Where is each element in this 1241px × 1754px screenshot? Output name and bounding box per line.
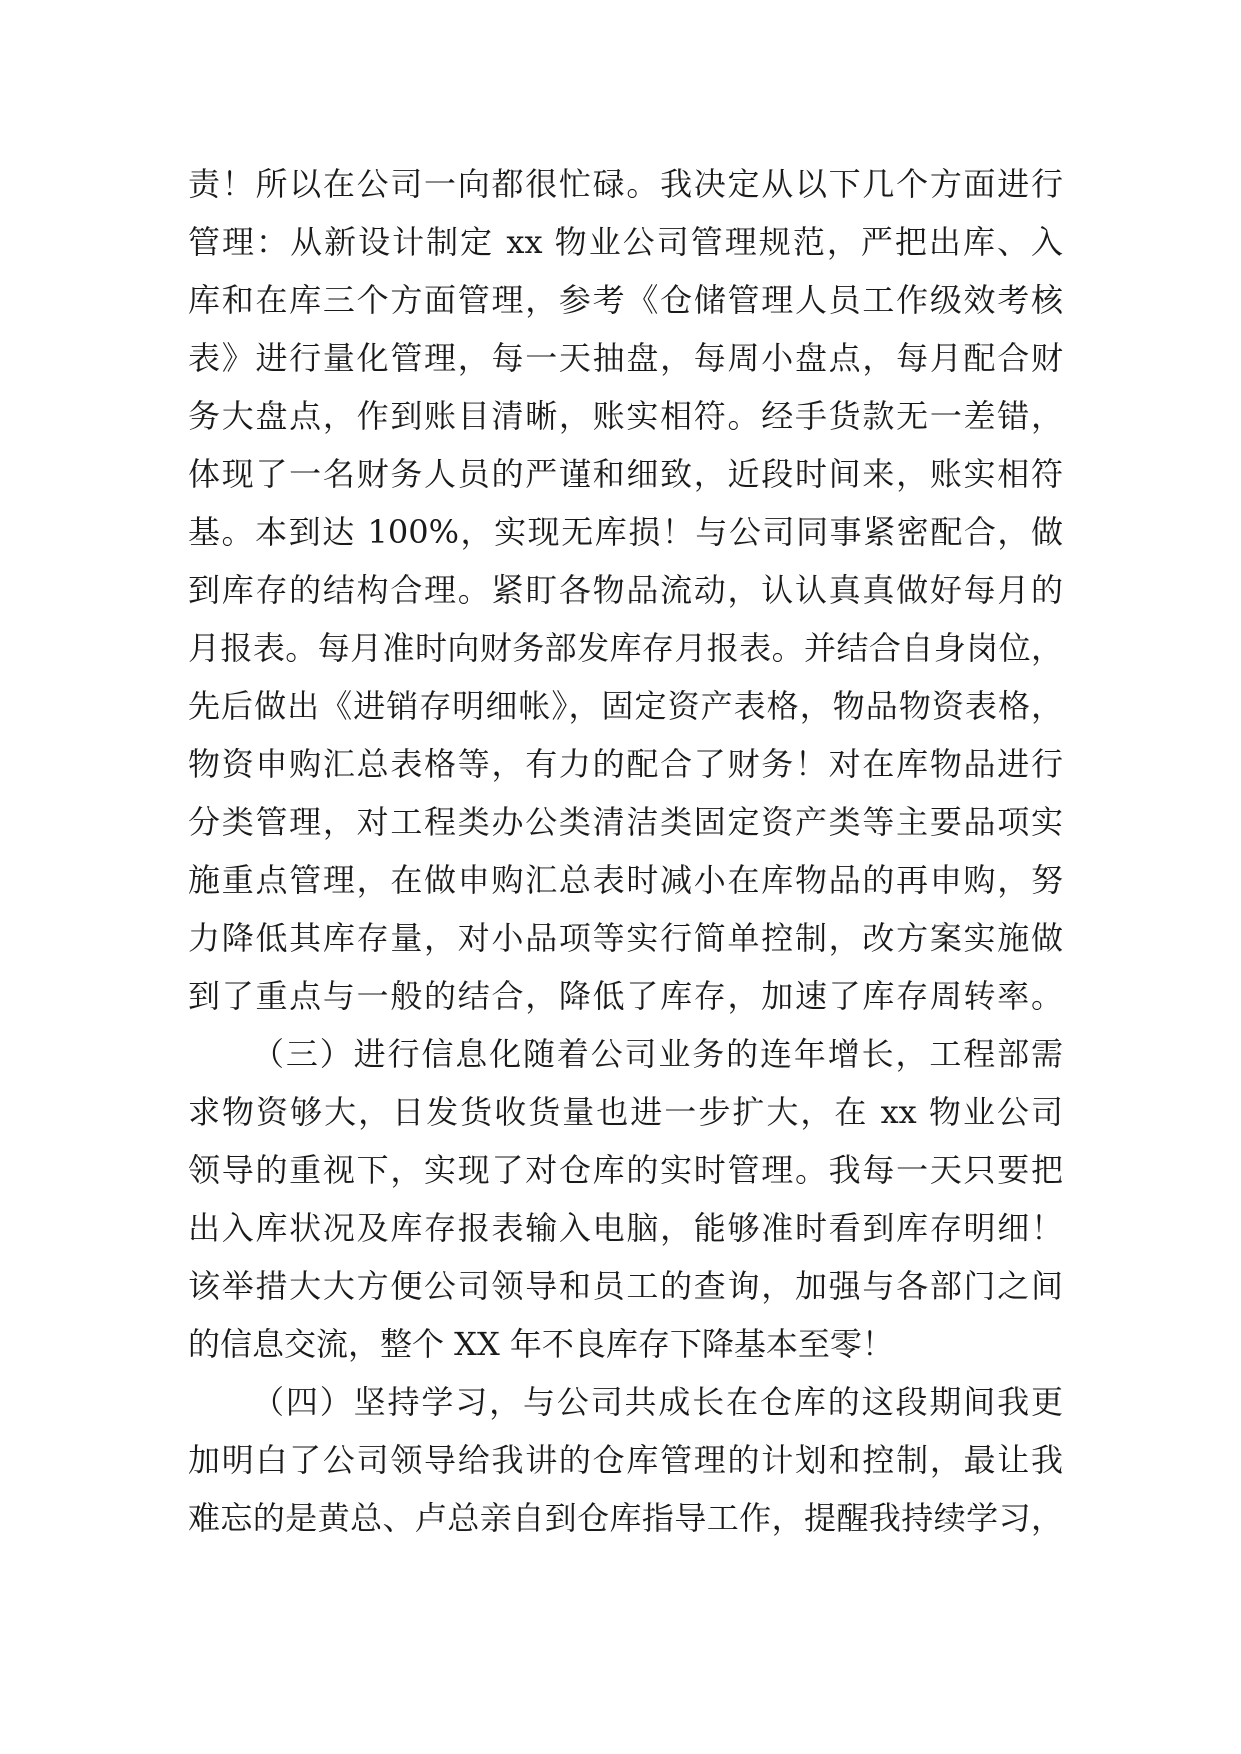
text-line: 体现了一名财务人员的严谨和细致，近段时间来，账实相符 xyxy=(188,455,1063,493)
text-line: 基。本到达 100%，实现无库损！与公司同事紧密配合，做 xyxy=(188,513,1063,551)
text-line: 施重点管理，在做申购汇总表时减小在库物品的再申购，努 xyxy=(188,861,1063,899)
body-text xyxy=(188,155,1063,1547)
text-line: 分类管理，对工程类办公类清洁类固定资产类等主要品项实 xyxy=(188,803,1063,841)
text-line: 加明白了公司领导给我讲的仓库管理的计划和控制，最让我 xyxy=(188,1441,1063,1479)
text-line: （三）进行信息化随着公司业务的连年增长，工程部需 xyxy=(252,1035,1063,1073)
text-line: 领导的重视下，实现了对仓库的实时管理。我每一天只要把 xyxy=(188,1151,1063,1189)
text-line: 求物资够大，日发货收货量也进一步扩大，在 xx 物业公司 xyxy=(188,1093,1063,1131)
text-line: （四）坚持学习，与公司共成长在仓库的这段期间我更 xyxy=(252,1383,1063,1421)
text-line: 出入库状况及库存报表输入电脑，能够准时看到库存明细！ xyxy=(188,1209,1063,1247)
text-line: 该举措大大方便公司领导和员工的查询，加强与各部门之间 xyxy=(188,1267,1063,1305)
text-line: 力降低其库存量，对小品项等实行简单控制，改方案实施做 xyxy=(188,919,1063,957)
text-line: 到了重点与一般的结合，降低了库存，加速了库存周转率。 xyxy=(188,977,1063,1015)
text-line: 责！所以在公司一向都很忙碌。我决定从以下几个方面进行 xyxy=(188,165,1063,203)
text-line: 月报表。每月准时向财务部发库存月报表。并结合自身岗位， xyxy=(188,629,1063,667)
text-line: 表》进行量化管理，每一天抽盘，每周小盘点，每月配合财 xyxy=(188,339,1063,377)
text-line: 管理：从新设计制定 xx 物业公司管理规范，严把出库、入 xyxy=(188,223,1063,261)
text-line: 库和在库三个方面管理，参考《仓储管理人员工作级效考核 xyxy=(188,281,1063,319)
text-line: 务大盘点，作到账目清晰，账实相符。经手货款无一差错， xyxy=(188,397,1063,435)
text-line: 到库存的结构合理。紧盯各物品流动，认认真真做好每月的 xyxy=(188,571,1063,609)
text-line: 难忘的是黄总、卢总亲自到仓库指导工作，提醒我持续学习， xyxy=(188,1499,1063,1537)
text-line: 先后做出《进销存明细帐》，固定资产表格，物品物资表格， xyxy=(188,687,1063,725)
text-line: 物资申购汇总表格等，有力的配合了财务！对在库物品进行 xyxy=(188,745,1063,783)
text-line: 的信息交流，整个 XX 年不良库存下降基本至零！ xyxy=(188,1325,894,1363)
